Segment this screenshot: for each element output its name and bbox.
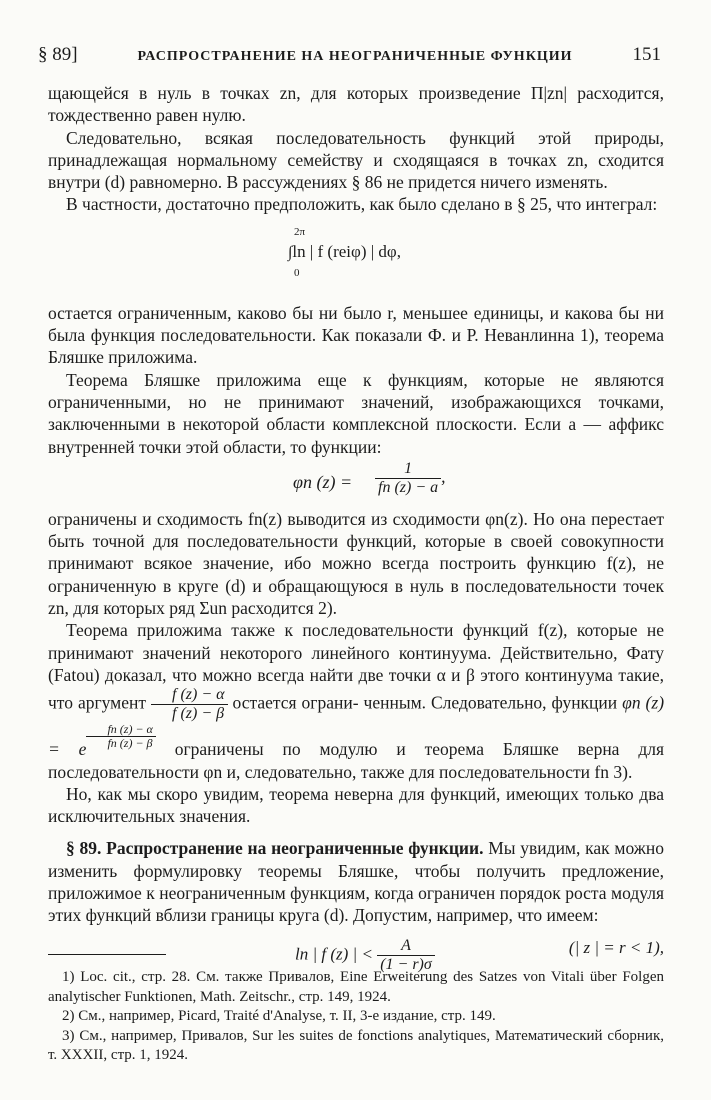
paragraph-2: Следовательно, всякая последовательность функций этой природы, принадлежащая нормальному семейству и сходящаяся в точках zn, сходится внутри (d) равномерно. В рассуждениях § 86 не придется ничего изменять.	[48, 127, 664, 193]
phi-fraction	[375, 460, 441, 497]
section-heading: § 89. Распространение на неограниченные функции.	[66, 838, 484, 859]
integral-body: ln | f (reiφ) | dφ,	[292, 241, 401, 261]
paragraph-5: Теорема Бляшке приложима еще к функциям, которые не являются ограниченными, но не принимают значений, изображающихся точками, заключенными в некоторой области комплексной плоскости. Если a — аффикс внутренней точки этой области, то функции:	[48, 369, 664, 457]
phi-equation	[48, 458, 664, 508]
footnote-3: 3) См., например, Привалов, Sur les suites de fonctions analytiques, Математический сборник, т. XXXII, стр. 1, 1924.	[48, 1027, 664, 1063]
exp-lhs: φn (z) = e	[48, 692, 665, 760]
paragraph-8: Но, как мы скоро увидим, теорема неверна для функций, имеющих только два исключительных значения.	[48, 783, 664, 827]
paragraph-6: ограничены и сходимость fn(z) выводится из сходимости φn(z). Но она перестает быть точной для последовательности функций, которые в своей совокупности принимают всякое значение, ибо можно всегда построить функцию f(z), не ограниченную в круге (d) и обращающуюся в нуль в последовательности точек zn, для которых ряд Σun расходится 2).	[48, 508, 664, 619]
integral-upper-limit: 2π	[294, 225, 306, 238]
exp-denominator: fn (z) − β	[107, 736, 153, 751]
page-body	[48, 82, 665, 973]
header-section: § 89]	[38, 44, 78, 65]
paragraph-7a: Теорема приложима также к последовательности функций f(z), которые не принимают значений некоторого линейного континуума. Действительно, Фату (Fatou) доказал, что можно всегда найти две точки α и β этого континуума такие, что аргумент	[48, 620, 664, 713]
paragraph-4: остается ограниченным, каково бы ни было r, меньшее единицы, и какова бы ни была функция последовательности. Как показали Ф. и Р. Неванлинна 1), теорема Бляшке приложима.	[48, 302, 664, 368]
paragraph-7	[48, 619, 664, 782]
running-header	[38, 44, 661, 68]
exp-numerator: fn (z) − α	[86, 723, 155, 737]
arg-denominator: f (z) − β	[172, 705, 225, 723]
arg-fraction	[151, 686, 228, 723]
exp-fraction	[86, 723, 155, 750]
ineq-numerator: A	[377, 937, 435, 956]
integral-sign: ∫	[288, 243, 293, 261]
footnote-rule	[48, 954, 166, 955]
ineq-condition: (| z | = r < 1),	[568, 937, 664, 957]
inequality	[48, 927, 664, 973]
phi-numerator: 1	[375, 460, 441, 479]
paragraph-9: Мы увидим, как можно изменить формулировку теоремы Бляшке, чтобы получить предложение, приложимое к неограниченным функциям, когда ограничен порядок роста модуля этих функций вблизи границы круга (d). Допустим, например, что имеем:	[48, 838, 664, 926]
paragraph-7b: остается ограни-	[232, 692, 359, 713]
integral-equation	[48, 216, 664, 302]
section-89	[48, 837, 664, 926]
phi-denominator: fn (z) − a	[378, 478, 439, 496]
arg-numerator: f (z) − α	[151, 686, 228, 705]
integral-lower-limit: 0	[294, 266, 300, 279]
paragraph-3: В частности, достаточно предположить, как было сделано в § 25, что интеграл:	[66, 194, 658, 215]
paragraph-7d: ограничены по модулю и теорема Бляшке верна для последовательности φn и, следовательно, также для последовательности fn 3).	[48, 739, 665, 782]
footnotes	[48, 968, 664, 1066]
footnote-1: 1) Loc. cit., стр. 28. См. также Привалов, Eine Erweiterung des Satzes von Vitali über Folgen analytischer Funktionen, Math. Zeitschr., стр. 149, 1924.	[48, 969, 664, 1005]
paragraph-1: щающейся в нуль в точках zn, для которых произведение Π|zn| расходится, тождественно равен нулю.	[48, 83, 664, 126]
page-number: 151	[632, 44, 661, 65]
phi-tail: ,	[441, 466, 446, 487]
paragraph-7c: ченным. Следовательно, функции	[363, 692, 618, 713]
header-title: РАСПРОСТРАНЕНИЕ НА НЕОГРАНИЧЕННЫЕ ФУНКЦИИ	[137, 49, 573, 64]
ineq-lhs: ln | f (z) | <	[295, 944, 373, 964]
phi-lhs: φn (z) =	[293, 471, 353, 492]
footnote-2: 2) См., например, Picard, Traité d'Analyse, т. II, 3-е издание, стр. 149.	[62, 1008, 496, 1024]
ineq-denominator: (1 − r)σ	[380, 955, 432, 973]
